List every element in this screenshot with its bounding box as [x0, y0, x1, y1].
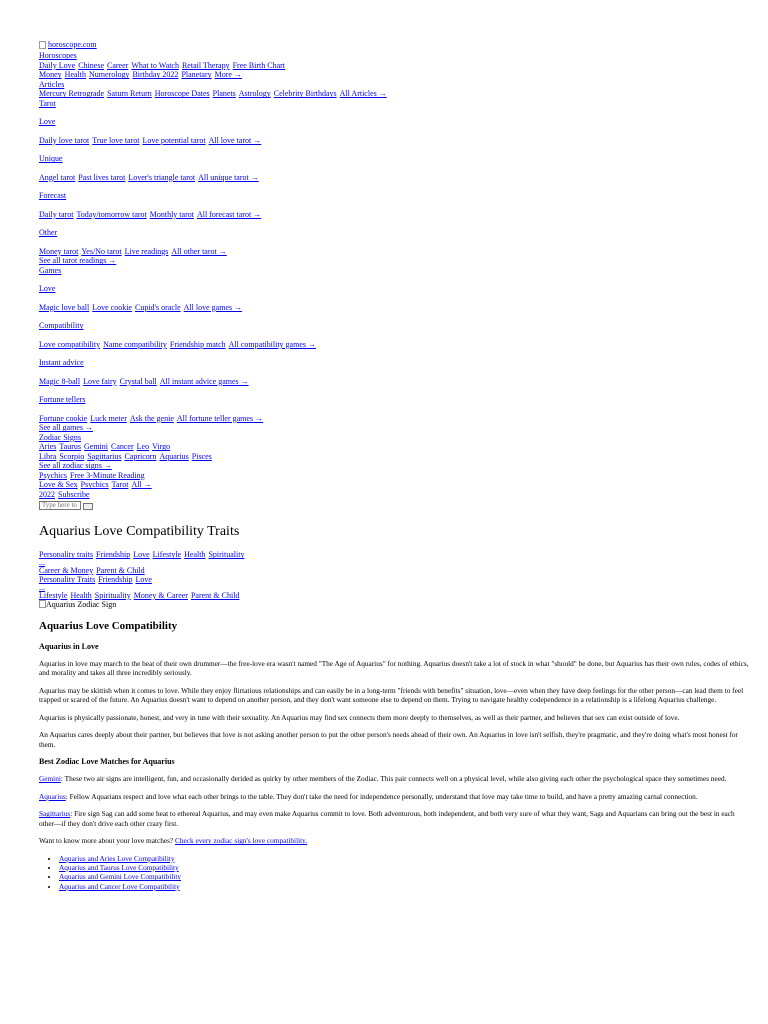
zodiac-sign-image	[39, 600, 749, 610]
subnav-row-1	[39, 550, 749, 560]
subnav-link[interactable]: Career & Money	[39, 565, 94, 575]
menu-all-link[interactable]: All compatibility games →	[228, 339, 316, 349]
best-matches-heading: Best Zodiac Love Matches for Aquarius	[39, 757, 175, 767]
subnav-more-ellipsis[interactable]: ...	[39, 557, 45, 567]
all-link[interactable]: All →	[131, 480, 152, 490]
article-links-row	[39, 89, 749, 99]
menu-link[interactable]: Love cookie	[92, 302, 132, 312]
nav-link[interactable]: Free Birth Chart	[232, 60, 286, 70]
menu-link[interactable]: Love fairy	[83, 376, 117, 386]
compat-item-link[interactable]: Aquarius and Taurus Love Compatibility	[59, 863, 179, 873]
menu-all-link[interactable]: All love tarot →	[208, 135, 262, 145]
sign-link[interactable]: Virgo	[152, 442, 171, 452]
tarot-other-heading[interactable]: Other	[39, 228, 58, 238]
tarot-love-heading[interactable]: Love	[39, 117, 56, 127]
menu-link[interactable]: Yes/No tarot	[81, 246, 122, 256]
menu-all-link[interactable]: All forecast tarot →	[196, 209, 262, 219]
compat-item-link[interactable]: Aquarius and Aries Love Compatibility	[59, 853, 175, 863]
nav-link[interactable]: Health	[64, 70, 86, 80]
menu-link[interactable]: Angel tarot	[39, 172, 76, 182]
menu-link[interactable]: Fortune cookie	[39, 413, 88, 423]
nav-link[interactable]: Saturn Return	[107, 89, 152, 99]
menu-link[interactable]: Daily tarot	[39, 209, 74, 219]
tarot-forecast-heading[interactable]: Forecast	[39, 191, 67, 201]
more-matches	[39, 836, 749, 846]
nav-link[interactable]: Celebrity Birthdays	[273, 89, 337, 99]
tarot-love-links	[39, 136, 749, 146]
menu-link[interactable]: Magic 8-ball	[39, 376, 81, 386]
see-all-tarot-link[interactable]: See all tarot readings →	[39, 256, 117, 266]
aquarius-link[interactable]: Aquarius	[39, 791, 66, 801]
logo-alt-text: horoscope.com	[48, 40, 97, 49]
subnav-row-2	[39, 566, 749, 576]
search-bar	[39, 500, 749, 510]
menu-link[interactable]: Luck meter	[90, 413, 127, 423]
aquarius-in-love-heading: Aquarius in Love	[39, 641, 99, 651]
more-link[interactable]: More →	[214, 70, 242, 80]
sign-link[interactable]: Aries	[39, 442, 57, 452]
menu-link[interactable]: True love tarot	[92, 135, 140, 145]
menu-link[interactable]: Love compatibility	[39, 339, 101, 349]
subnav-link[interactable]: Health	[70, 590, 92, 600]
subnav-more-ellipsis[interactable]: ...	[39, 582, 45, 592]
sagittarius-link[interactable]: Sagittarius	[39, 809, 71, 819]
page-title: Aquarius Love Compatibility Traits	[39, 524, 240, 540]
nav-link[interactable]: Tarot	[111, 480, 129, 490]
broken-image-icon	[39, 41, 46, 49]
compat-item-link[interactable]: Aquarius and Cancer Love Compatibility	[59, 881, 180, 891]
list-item	[59, 882, 749, 891]
horoscope-links-row-2	[39, 70, 749, 80]
sign-link[interactable]: Scorpio	[59, 451, 85, 461]
menu-all-link[interactable]: All instant advice games →	[159, 376, 249, 386]
menu-all-link[interactable]: All other tarot →	[171, 246, 227, 256]
subnav-link[interactable]: Personality traits	[39, 550, 93, 560]
subnav-link[interactable]: Personality Traits	[39, 575, 96, 585]
subnav-link[interactable]: Parent & Child	[190, 590, 240, 600]
games-fortune-links	[39, 414, 749, 424]
more-prompt: Want to know more about your love matches?	[39, 836, 175, 846]
article-paragraph: Aquarius may be skittish when it comes to love. While they enjoy flirtatious relationships and can easily be in a long-term "friends with benefits" situation, love—even when they have deep feelings for the other person—can lead them to feel trapped or scared of the future. An Aquarius doesn't want to depend on another person, and they don't want someone else to depend on them. Trying to navigate healthy codependence in a relationship is a lifelong Aquarius challenge.	[39, 685, 744, 705]
menu-all-link[interactable]: All love games →	[183, 302, 243, 312]
see-all-games-link[interactable]: See all games →	[39, 423, 93, 433]
nav-link[interactable]: Psychics	[80, 480, 109, 490]
list-item	[59, 854, 749, 863]
match-text: : Fellow Aquarians respect and love what each other brings to the table. They don't take the need for independence personally, understand that love may take time to build, and have a pretty amazing carnal connection.	[65, 791, 698, 801]
menu-link[interactable]: Magic love ball	[39, 302, 90, 312]
match-sagittarius	[39, 809, 749, 828]
menu-link[interactable]: Live readings	[124, 246, 169, 256]
subnav-link[interactable]: Spirituality	[94, 590, 131, 600]
site-logo[interactable]	[39, 40, 749, 51]
subnav-link[interactable]: Health	[184, 550, 206, 560]
games-fortune-heading[interactable]: Fortune tellers	[39, 395, 86, 405]
nav-link[interactable]: Love & Sex	[39, 480, 78, 490]
subnav-link[interactable]: Parent & Child	[96, 565, 145, 575]
sign-link[interactable]: Pisces	[191, 451, 212, 461]
games-instant-links	[39, 377, 749, 387]
nav-link[interactable]: Free 3-Minute Reading	[70, 470, 145, 480]
menu-link[interactable]: Crystal ball	[119, 376, 157, 386]
menu-all-link[interactable]: All fortune teller games →	[176, 413, 264, 423]
nav-link[interactable]: Horoscope Dates	[154, 89, 210, 99]
games-love-heading[interactable]: Love	[39, 284, 56, 294]
compatibility-list	[39, 854, 749, 891]
tarot-unique-links	[39, 173, 749, 183]
menu-link[interactable]: Lover's triangle tarot	[128, 172, 196, 182]
menu-link[interactable]: Friendship match	[169, 339, 226, 349]
subnav-link[interactable]: Love	[133, 550, 150, 560]
menu-link[interactable]: Daily love tarot	[39, 135, 90, 145]
nav-link[interactable]: Mercury Retrograde	[39, 89, 105, 99]
subnav-link[interactable]: Friendship	[96, 550, 131, 560]
tarot-other-links	[39, 247, 749, 257]
tarot-forecast-links	[39, 210, 749, 220]
compatibility-link[interactable]: Check every zodiac sign's love compatibility.	[175, 836, 308, 846]
sign-link[interactable]: Sagittarius	[87, 451, 122, 461]
subnav-row-3	[39, 575, 749, 585]
games-instant-heading[interactable]: Instant advice	[39, 358, 84, 368]
zodiac-signs-row-2	[39, 452, 749, 462]
games-compat-links	[39, 340, 749, 350]
logo-link[interactable]	[39, 40, 97, 50]
nav-link[interactable]: Retail Therapy	[181, 60, 230, 70]
zodiac-signs-row-1	[39, 442, 749, 452]
subnav-link[interactable]: Lifestyle	[39, 590, 68, 600]
games-love-links	[39, 303, 749, 313]
search-button[interactable]	[83, 503, 93, 510]
sign-link[interactable]: Taurus	[59, 442, 81, 452]
menu-link[interactable]: Today/tomorrow tarot	[76, 209, 147, 219]
nav-games[interactable]: Games	[39, 265, 62, 275]
nav-link[interactable]: Planets	[212, 89, 236, 99]
menu-link[interactable]: Ask the genie	[129, 413, 174, 423]
nav-link[interactable]: Psychics	[39, 470, 67, 480]
menu-link[interactable]: Past lives tarot	[78, 172, 126, 182]
subnav-link[interactable]: Love	[135, 575, 152, 585]
search-input[interactable]	[39, 501, 81, 510]
psychics-row	[39, 471, 749, 481]
compat-item-link[interactable]: Aquarius and Gemini Love Compatibility	[59, 872, 182, 882]
nav-link[interactable]: What to Watch	[131, 60, 179, 70]
match-gemini	[39, 774, 749, 784]
subscribe-link[interactable]: Subscribe	[58, 489, 90, 499]
article-paragraph: Aquarius is physically passionate, honest, and very in tune with their sexuality. An Aquarius may find sex connects them more deeply to themselves, as well as their partner, and believes that sex can exist outside of love.	[39, 712, 680, 722]
sign-link[interactable]: Leo	[136, 442, 150, 452]
gemini-link[interactable]: Gemini	[39, 774, 61, 784]
horoscope-links-row	[39, 61, 749, 71]
nav-link[interactable]: Daily Love	[39, 60, 76, 70]
menu-link[interactable]: Money tarot	[39, 246, 79, 256]
love-sex-row	[39, 480, 749, 490]
nav-link[interactable]: Numerology	[89, 70, 130, 80]
nav-link[interactable]: Astrology	[238, 89, 271, 99]
subnav-link[interactable]: Lifestyle	[152, 550, 182, 560]
nav-link[interactable]: Planetary	[181, 70, 212, 80]
match-aquarius	[39, 792, 749, 802]
match-text: : Fire sign Sag can add some heat to ethereal Aquarius, and may even make Aquarius commit to love. Both adventurous, both independent, and both very sure of what they want, Sags and Aquarians can bring out the best in each other—if they don't drive each other crazy first.	[39, 809, 735, 828]
nav-tarot[interactable]: Tarot	[39, 98, 56, 108]
article-heading: Aquarius Love Compatibility	[39, 619, 178, 632]
image-alt-text: Aquarius Zodiac Sign	[46, 600, 117, 610]
sign-link[interactable]: Gemini	[83, 442, 108, 452]
match-text: : These two air signs are intelligent, fun, and occasionally derided as quirky by other members of the Zodiac. This pair connects well on a physical level, while also giving each other the psychological space they sometimes need.	[60, 774, 727, 784]
nav-horoscopes[interactable]: Horoscopes	[39, 51, 77, 61]
subnav-link[interactable]: Spirituality	[208, 550, 245, 560]
sign-link[interactable]: Cancer	[110, 442, 134, 452]
article-paragraph: An Aquarius cares deeply about their partner, but believes that love is not asking another person to put the other person's needs ahead of their own. An Aquarius in love isn't selfish, they're pragmatic, and they're doing what's most honest for them.	[39, 730, 738, 749]
nav-link[interactable]: Career	[107, 60, 129, 70]
nav-link[interactable]: Chinese	[78, 60, 104, 70]
menu-link[interactable]: Cupid's oracle	[134, 302, 181, 312]
menu-link[interactable]: Name compatibility	[103, 339, 167, 349]
nav-link[interactable]: Money	[39, 70, 62, 80]
year-row	[39, 490, 749, 500]
page-root	[39, 40, 749, 891]
tarot-unique-heading[interactable]: Unique	[39, 154, 63, 164]
subnav-link[interactable]: Friendship	[98, 575, 133, 585]
games-compat-heading[interactable]: Compatibility	[39, 321, 84, 331]
menu-all-link[interactable]: All unique tarot →	[198, 172, 259, 182]
sign-link[interactable]: Capricorn	[124, 451, 157, 461]
menu-link[interactable]: Love potential tarot	[142, 135, 206, 145]
list-item	[59, 872, 749, 881]
nav-link[interactable]: 2022	[39, 489, 55, 499]
list-item	[59, 863, 749, 872]
subnav-link[interactable]: Money & Career	[133, 590, 188, 600]
see-all-signs-link[interactable]: See all zodiac signs →	[39, 461, 112, 471]
nav-articles[interactable]: Articles	[39, 79, 65, 89]
nav-link[interactable]: Birthday 2022	[132, 70, 179, 80]
broken-image-icon	[39, 600, 46, 608]
sign-link[interactable]: Aquarius	[159, 451, 189, 461]
subnav-row-4	[39, 591, 749, 601]
menu-link[interactable]: Monthly tarot	[149, 209, 194, 219]
article-paragraph: Aquarius in love may march to the beat of their own drummer—the free-love era wasn't named "The Age of Aquarius" for nothing. Aquarius doesn't take a lot of stock in what "should" be done, but Aquarius has their own rules, codes of ethics, and morality and takes all three incredibly seriously.	[39, 658, 749, 678]
sign-link[interactable]: Libra	[39, 451, 57, 461]
nav-zodiac-signs[interactable]: Zodiac Signs	[39, 432, 81, 442]
all-articles-link[interactable]: All Articles →	[339, 89, 387, 99]
